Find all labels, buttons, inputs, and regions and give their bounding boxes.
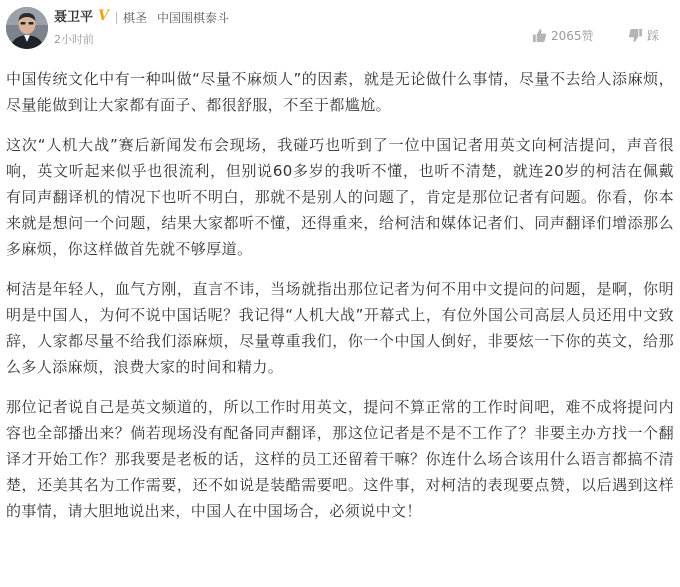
dislike-button[interactable]: [628, 26, 659, 44]
thumbs-down-icon: [628, 28, 643, 43]
dislike-label: 踩: [647, 28, 660, 43]
avatar[interactable]: [6, 7, 48, 49]
author-name[interactable]: 聂卫平: [54, 10, 94, 25]
like-button[interactable]: [532, 26, 594, 44]
likes-count: 2065赞: [551, 28, 594, 43]
post-timestamp: 2小时前: [54, 33, 94, 46]
avatar-image: [6, 7, 48, 49]
post-paragraph: 中国传统文化中有一种叫做“尽量不麻烦人”的因素，就是无论做什么事情，尽量不去给人添麻烦，尽量能做到让大家都有面子、都很舒服，不至于都尴尬。: [6, 70, 674, 114]
author-tags: [123, 11, 229, 25]
post-paragraph: 那位记者说自己是英文频道的，所以工作时用英文，提问不算正常的工作时间吧，难不成将提问内容也全部播出来？倘若现场没有配备同声翻译，那这位记者是不是不工作了？非要主办方找一个翻译才开始工作？那我要是老板的话，这样的员工还留着干嘛？你连什么场合该用什么语言都搞不清楚，还美其名为工作需要，还不如说是装酷需要吧。这件事，对柯洁的表现要点赞，以后遇到这样的事情，请大胆地说出来，中国人在中国场合，必须说中文！: [6, 398, 674, 520]
post-body: [6, 66, 674, 538]
author-tag: 棋圣: [123, 11, 148, 25]
thumbs-up-icon: [532, 28, 547, 43]
header-divider: [116, 12, 117, 24]
verified-badge: V: [98, 8, 109, 24]
author-tag: 中国围棋泰斗: [157, 11, 230, 25]
post-paragraph: 这次“人机大战”赛后新闻发布会现场，我碰巧也听到了一位中国记者用英文向柯洁提问，声音很响，英文听起来似乎也很流利，但别说60多岁的我听不懂，也听不清楚，就连20岁的柯洁在佩戴有同声翻译机的情况下也听不明白，那就不是别人的问题了，肯定是那位记者有问题。你看，你本来就是想问一个问题，结果大家都听不懂，还得重来，给柯洁和媒体记者们、同声翻译们增添那么多麻烦，你这样做首先就不够厚道。: [6, 136, 674, 258]
post-header: [0, 0, 680, 58]
post-paragraph: 柯洁是年轻人，血气方刚，直言不讳，当场就指出那位记者为何不用中文提问的问题，是啊，你明明是中国人，为何不说中国话呢？我记得“人机大战”开幕式上，有位外国公司高层人员还用中文致辞，人家都尽量不给我们添麻烦，尽量尊重我们，你一个中国人倒好，非要炫一下你的英文，给那么多人添麻烦，浪费大家的时间和精力。: [6, 280, 674, 376]
